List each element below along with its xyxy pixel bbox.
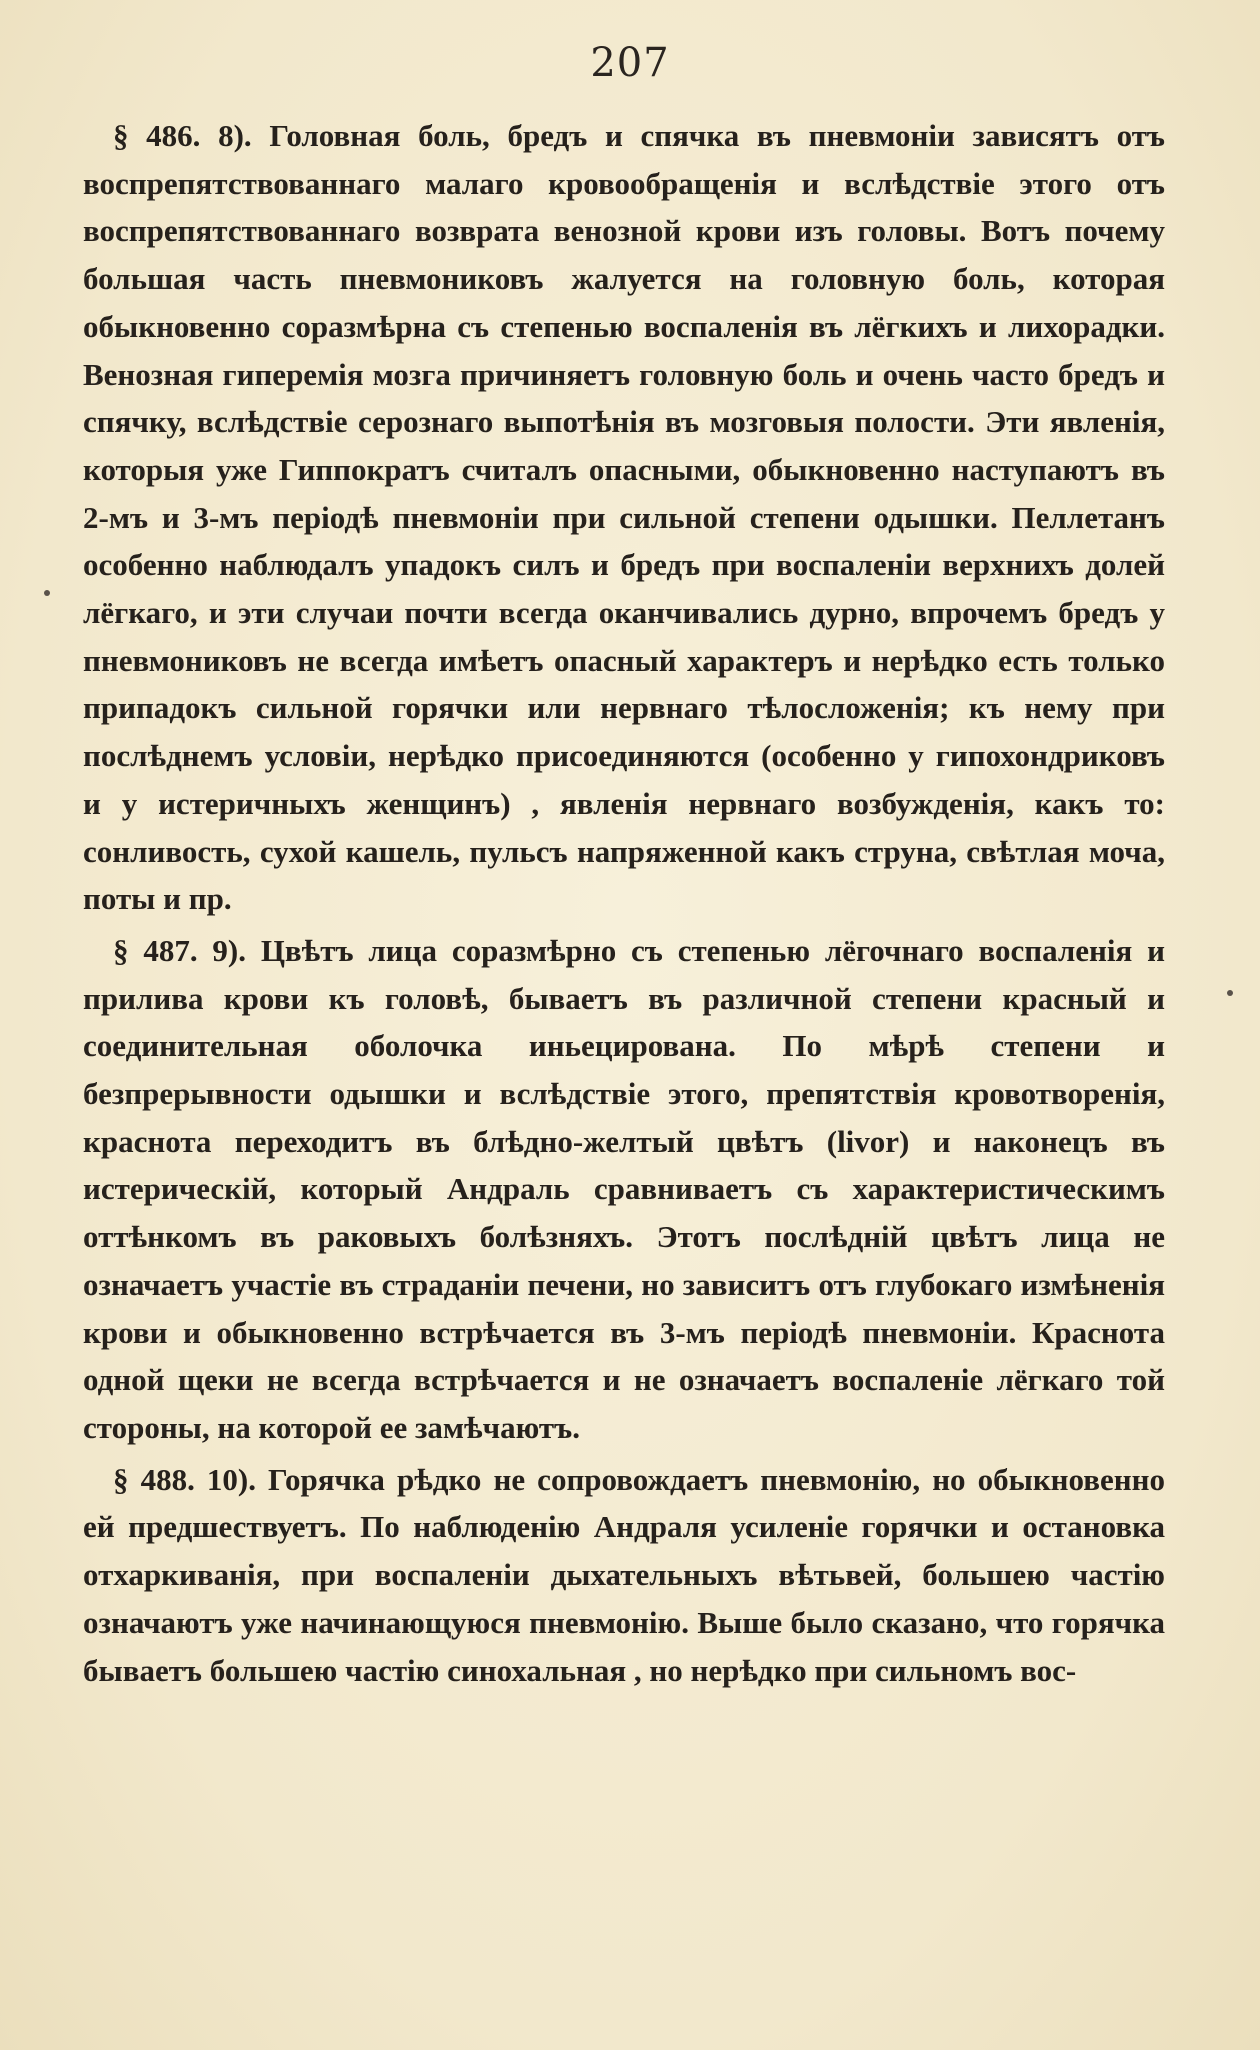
page-number: 207 [590,40,670,86]
paragraph-488: § 488. 10). Горячка рѣдко не сопровождаетъ пневмонію, но обыкновенно ей предшествуетъ. По наблюденію Андраля усиленіе горячки и остановка отхаркиванія, при воспаленіи дыхательныхъ вѣтьвей, большею частію означаютъ уже начинающуюся пневмонію. Выше было сказано, что горячка бываетъ большею частію синохальная , но нерѣдко при сильномъ вос- [83,1461,1165,1688]
paragraph-486: § 486. 8). Головная боль, бредъ и спячка въ пневмоніи зависятъ отъ воспрепятствованнаго малаго кровообращенія и вслѣдствіе этого отъ воспрепятствованнаго возврата венозной крови изъ головы. Вотъ почему большая часть пневмониковъ жалуется на головную боль, которая обыкновенно соразмѣрна съ степенью воспаленія въ лёгкихъ и лихорадки. Венозная гиперемія мозга причиняетъ головную боль и очень часто бредъ и спячку, вслѣдствіе серознаго выпотѣнія въ мозговыя полости. Эти явленія, которыя уже Гиппократъ считалъ опасными, обыкновенно наступаютъ въ 2-мъ и 3-мъ періодѣ пневмоніи при сильной степени одышки. Пеллетанъ особенно наблюдалъ упадокъ силъ и бредъ при воспаленіи верхнихъ долей лёгкаго, и эти случаи почти всегда оканчивались дурно, впрочемъ бредъ у пневмониковъ не всегда имѣетъ опасный характеръ и нерѣдко есть только припадокъ сильной горячки или нервнаго тѣлосложенія; къ нему при послѣднемъ условіи, нерѣдко присоединяются (особенно у гипохондриковъ и у истеричныхъ женщинъ) , явленія нервнаго возбужденія, какъ то: сонливость, сухой кашель, пульсъ напряженной какъ струна, свѣтлая моча, поты и пр. [83,118,1165,917]
body-text [83,112,1165,1694]
margin-dot-left [44,590,50,596]
margin-dot-right [1227,990,1233,996]
paragraph-487: § 487. 9). Цвѣтъ лица соразмѣрно съ степенью лёгочнаго воспаленія и прилива крови къ головѣ, бываетъ въ различной степени красный и соединительная оболочка иньецирована. По мѣрѣ степени и безпрерывности одышки и вслѣдствіе этого, препятствія кровотворенія, краснота переходитъ въ блѣдно-желтый цвѣтъ (livor) и наконецъ въ истерическій, который Андраль сравниваетъ съ характеристическимъ оттѣнкомъ въ раковыхъ болѣзняхъ. Этотъ послѣдній цвѣтъ лица не означаетъ участіе въ страданіи печени, но зависитъ отъ глубокаго измѣненія крови и обыкновенно встрѣчается въ 3-мъ періодѣ пневмоніи. Краснота одной щеки не всегда встрѣчается и не означаетъ воспаленіе лёгкаго той стороны, на которой ее замѣчаютъ. [83,932,1165,1445]
